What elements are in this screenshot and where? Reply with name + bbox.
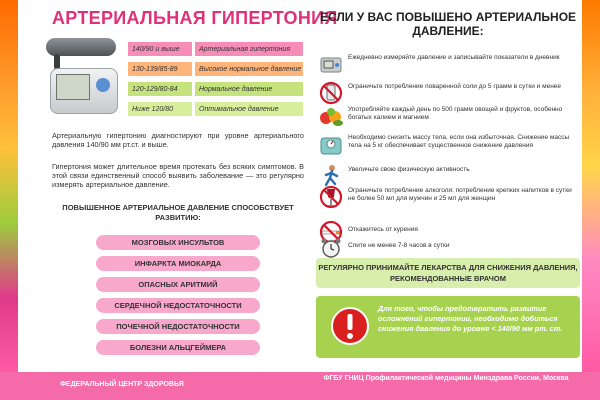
tip-item	[318, 185, 580, 213]
tip-text: Употребляйте каждый день по 500 грамм овощей и фруктов, особенно богатых калием и магнием	[348, 106, 563, 121]
bp-monitor-illustration	[40, 34, 120, 116]
decorative-strip-left	[0, 0, 18, 372]
exclamation-icon	[330, 306, 370, 346]
tip-item	[318, 52, 580, 80]
bp-value: 120-129/80-84	[128, 82, 192, 96]
bp-value: Ниже 120/80	[128, 102, 192, 116]
footer-left-text: ФЕДЕРАЛЬНЫЙ ЦЕНТР ЗДОРОВЬЯ	[60, 381, 184, 388]
tip-text: Ежедневно измеряйте давление и записывайте показатели в дневник	[348, 54, 560, 61]
tip-text: Ограничьте потребление поваренной соли до 5 грамм в сутки и менее	[348, 83, 562, 90]
no-salt-icon	[318, 81, 344, 105]
bp-row	[128, 42, 303, 56]
risk-item: ОПАСНЫХ АРИТМИЙ	[96, 277, 260, 292]
advice-heading: ЕСЛИ У ВАС ПОВЫШЕНО АРТЕРИАЛЬНОЕ ДАВЛЕНИЕ:	[319, 10, 577, 38]
medication-banner: РЕГУЛЯРНО ПРИНИМАЙТЕ ЛЕКАРСТВА ДЛЯ СНИЖЕНИЯ ДАВЛЕНИЯ, РЕКОМЕНДОВАННЫЕ ВРАЧОМ	[316, 258, 580, 288]
tip-text: Спите не менее 7-8 часов в сутки	[348, 242, 450, 249]
risk-item: МОЗГОВЫХ ИНСУЛЬТОВ	[96, 235, 260, 250]
bp-label: Высокое нормальное давление	[195, 62, 303, 76]
page-title: АРТЕРИАЛЬНАЯ ГИПЕРТОНИЯ	[52, 8, 338, 28]
diagnosis-paragraph: Артериальную гипертонию диагностируют при уровне артериального давления 140/90 мм рт.ст. и выше.	[52, 131, 304, 149]
bp-row	[128, 102, 303, 116]
bp-value: 140/90 и выше	[128, 42, 192, 56]
tip-text: Необходимо снизить массу тела, если она избыточная. Снижение массы тела на 5 кг обеспечивает существенное снижение давления	[348, 134, 570, 149]
no-alcohol-icon	[318, 185, 344, 209]
tip-text: Увеличьте свою физическую активность	[348, 166, 470, 173]
alarm-clock-icon	[318, 236, 344, 260]
scale-icon	[318, 132, 344, 156]
risk-item: ПОЧЕЧНОЙ НЕДОСТАТОЧНОСТИ	[96, 319, 260, 334]
fruits-icon	[318, 104, 344, 128]
bp-label: Артериальная гипертония	[195, 42, 303, 56]
tip-text: Откажитесь от курения	[348, 226, 418, 233]
risk-item: ИНФАРКТА МИОКАРДА	[96, 256, 260, 271]
bp-value: 130-139/85-89	[128, 62, 192, 76]
bp-row	[128, 82, 303, 96]
footer-bar	[0, 372, 600, 400]
risk-item: БОЛЕЗНИ АЛЬЦГЕЙМЕРА	[96, 340, 260, 355]
bp-label: Нормальное давление	[195, 82, 303, 96]
bp-row	[128, 62, 303, 76]
tip-item	[318, 132, 580, 160]
symptoms-paragraph: Гипертония может длительное время протекать без всяких симптомов. В этой связи единственный способ выявить заболевание — это регулярно измерять артериальное давление.	[52, 162, 304, 189]
goal-text: Для того, чтобы предотвратить развитие осложнений гипертонии, необходимо добиться снижения давления до уровня < 140/90 мм рт. ст.	[378, 304, 563, 333]
decorative-strip-right	[582, 0, 600, 372]
risk-item: СЕРДЕЧНОЙ НЕДОСТАТОЧНОСТИ	[96, 298, 260, 313]
footer-right-text: ФГБУ ГНИЦ Профилактической медицины Минздрава России, Москва	[323, 375, 569, 382]
tip-item	[318, 104, 580, 132]
risks-heading: ПОВЫШЕННОЕ АРТЕРИАЛЬНОЕ ДАВЛЕНИЕ СПОСОБСТВУЕТ РАЗВИТИЮ:	[62, 203, 294, 222]
bp-monitor-icon	[318, 52, 344, 76]
goal-alert-box	[316, 296, 580, 358]
bp-label: Оптимальное давление	[195, 102, 303, 116]
tip-text: Ограничьте потребление алкоголя: потребление крепких напитков в сутки не более 50 мл для мужчин и 25 мл для женщин	[348, 187, 572, 202]
